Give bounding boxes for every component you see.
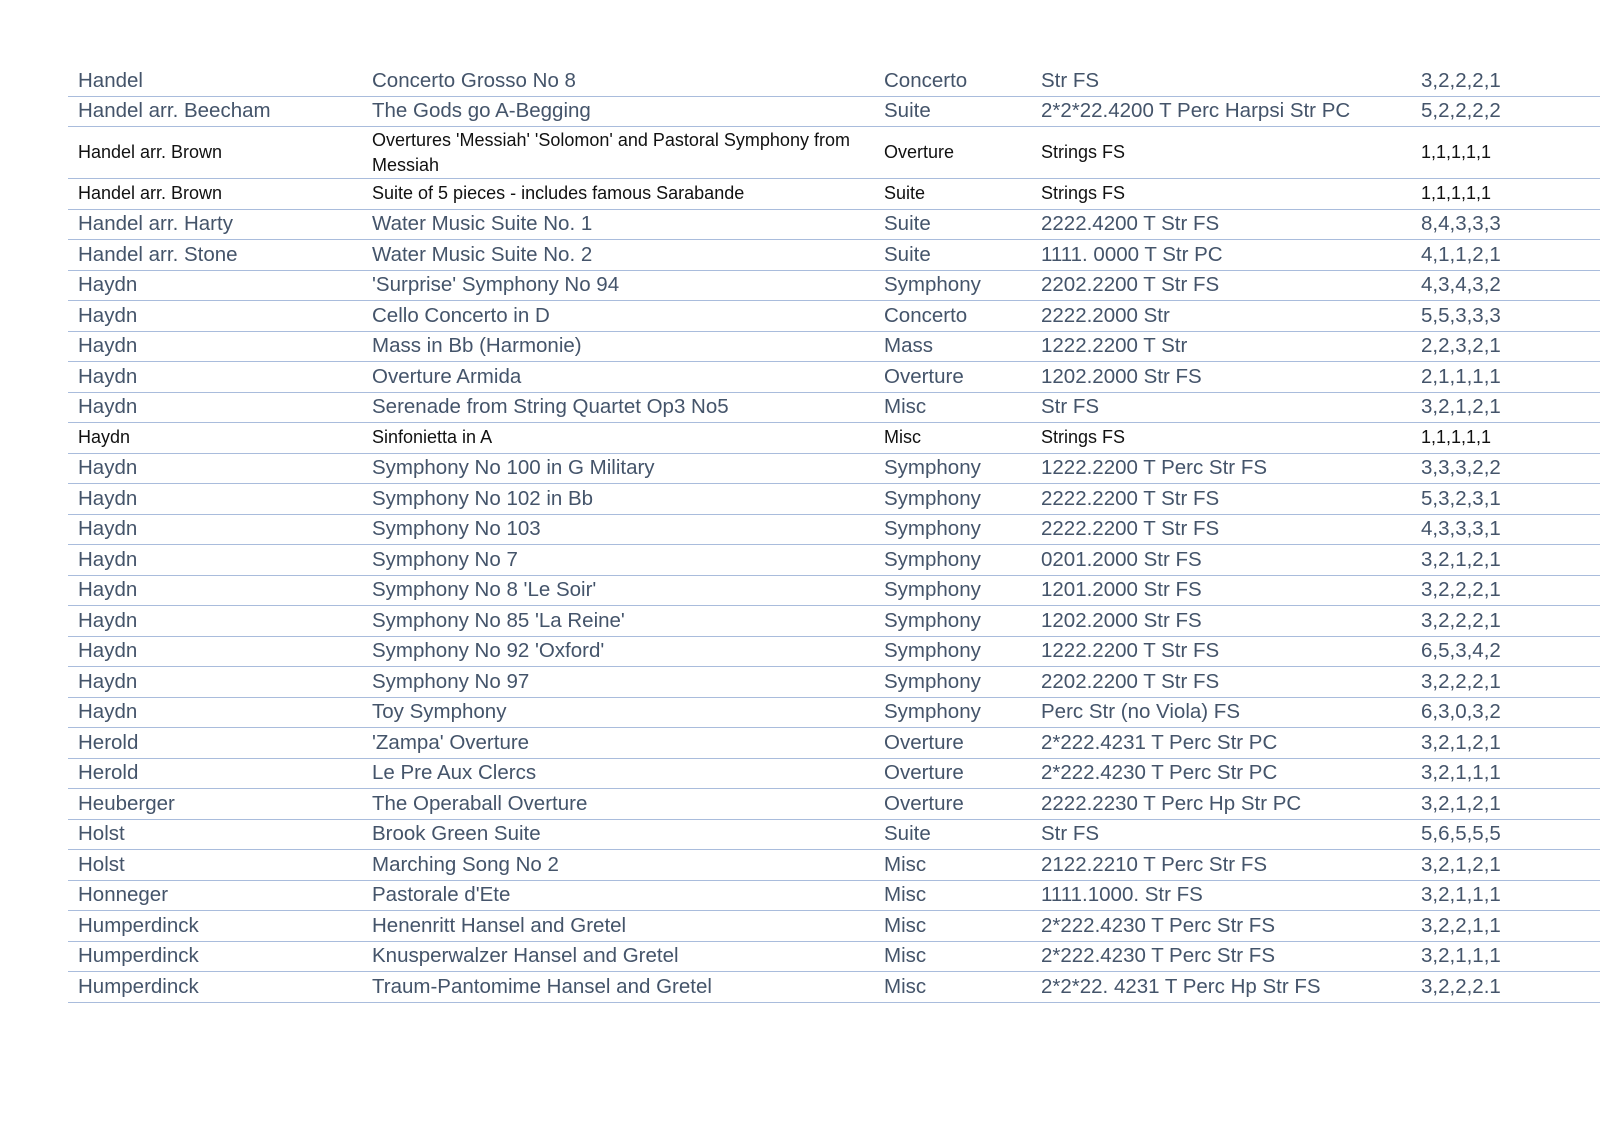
title-cell: Pastorale d'Ete: [372, 883, 511, 907]
genre-cell: Concerto: [884, 68, 968, 92]
strings-count-cell: 4,3,4,3,2: [1421, 273, 1501, 297]
composer-cell: Humperdinck: [78, 944, 199, 968]
table-row: [68, 301, 1600, 332]
strings-count-cell: 3,2,2,1,1: [1421, 913, 1501, 937]
strings-count-cell: 3,2,1,2,1: [1421, 791, 1501, 815]
genre-cell: Overture: [884, 142, 955, 162]
title-cell: Mass in Bb (Harmonie): [372, 334, 582, 358]
title-cell: Symphony No 7: [372, 547, 518, 571]
table-row: [68, 210, 1600, 241]
instrumentation-cell: 1111.1000. Str FS: [1041, 883, 1203, 907]
composer-cell: Haydn: [78, 669, 138, 693]
composer-cell: Haydn: [78, 427, 131, 448]
genre-cell: Symphony: [884, 517, 981, 541]
genre-cell: Misc: [884, 883, 927, 907]
composer-cell: Handel arr. Beecham: [78, 99, 271, 123]
genre-cell: Overture: [884, 761, 964, 785]
composer-cell: Holst: [78, 822, 125, 846]
composer-cell: Haydn: [78, 547, 138, 571]
composer-cell: Humperdinck: [78, 974, 199, 998]
strings-count-cell: 3,2,1,2,1: [1421, 395, 1501, 419]
strings-count-cell: 3,2,2,2,1: [1421, 68, 1501, 92]
instrumentation-cell: 1202.2000 Str FS: [1041, 364, 1202, 388]
composer-cell: Haydn: [78, 364, 138, 388]
composer-cell: Haydn: [78, 639, 138, 663]
title-cell: Sinfonietta in A: [372, 427, 493, 448]
composer-cell: Haydn: [78, 608, 138, 632]
instrumentation-cell: 2*2*22.4200 T Perc Harpsi Str PC: [1041, 99, 1351, 123]
title-cell: Serenade from String Quartet Op3 No5: [372, 395, 729, 419]
title-cell: 'Surprise' Symphony No 94: [372, 273, 620, 297]
strings-count-cell: 1,1,1,1,1: [1421, 427, 1492, 448]
table-row: [68, 362, 1600, 393]
genre-cell: Symphony: [884, 608, 981, 632]
composer-cell: Honneger: [78, 883, 169, 907]
strings-count-cell: 5,3,2,3,1: [1421, 486, 1501, 510]
genre-cell: Suite: [884, 242, 931, 266]
instrumentation-cell: 2*222.4230 T Perc Str PC: [1041, 761, 1278, 785]
instrumentation-cell: Str FS: [1041, 395, 1100, 419]
strings-count-cell: 3,2,1,1,1: [1421, 944, 1501, 968]
strings-count-cell: 6,5,3,4,2: [1421, 639, 1501, 663]
strings-count-cell: 3,2,1,1,1: [1421, 761, 1501, 785]
table-row: [68, 911, 1600, 942]
genre-cell: Suite: [884, 822, 931, 846]
title-cell: Suite of 5 pieces - includes famous Sarabande: [372, 183, 745, 204]
instrumentation-cell: 1202.2000 Str FS: [1041, 608, 1202, 632]
composer-cell: Haydn: [78, 700, 138, 724]
strings-count-cell: 4,3,3,3,1: [1421, 517, 1501, 541]
instrumentation-cell: 2202.2200 T Str FS: [1041, 273, 1220, 297]
table-row: [68, 942, 1600, 973]
title-cell: Cello Concerto in D: [372, 303, 550, 327]
composer-cell: Haydn: [78, 395, 138, 419]
title-cell: Symphony No 100 in G Military: [372, 456, 655, 480]
title-cell: Overture Armida: [372, 364, 522, 388]
table-row: [68, 972, 1600, 1003]
strings-count-cell: 8,4,3,3,3: [1421, 212, 1501, 236]
table-row: [68, 179, 1600, 210]
genre-cell: Overture: [884, 730, 964, 754]
strings-count-cell: 3,2,2,2,1: [1421, 669, 1501, 693]
genre-cell: Symphony: [884, 456, 981, 480]
instrumentation-cell: Perc Str (no Viola) FS: [1041, 700, 1240, 724]
genre-cell: Symphony: [884, 578, 981, 602]
instrumentation-cell: 2222.4200 T Str FS: [1041, 212, 1220, 236]
genre-cell: Misc: [884, 913, 927, 937]
instrumentation-cell: 2222.2200 T Str FS: [1041, 517, 1220, 541]
composer-cell: Herold: [78, 761, 139, 785]
table-row: [68, 698, 1600, 729]
genre-cell: Overture: [884, 364, 964, 388]
instrumentation-cell: 2202.2200 T Str FS: [1041, 669, 1220, 693]
table-row: [68, 545, 1600, 576]
instrumentation-cell: 2222.2000 Str: [1041, 303, 1170, 327]
composer-cell: Handel arr. Brown: [78, 183, 223, 204]
title-cell: Symphony No 97: [372, 669, 530, 693]
table-row: [68, 271, 1600, 302]
genre-cell: Misc: [884, 944, 927, 968]
table-row: [68, 515, 1600, 546]
genre-cell: Misc: [884, 852, 927, 876]
instrumentation-cell: 1201.2000 Str FS: [1041, 578, 1202, 602]
composer-cell: Haydn: [78, 303, 138, 327]
title-cell: Traum-Pantomime Hansel and Gretel: [372, 974, 712, 998]
genre-cell: Symphony: [884, 639, 981, 663]
table-row: [68, 667, 1600, 698]
instrumentation-cell: 2222.2230 T Perc Hp Str PC: [1041, 791, 1302, 815]
table-row: [68, 484, 1600, 515]
table-row: [68, 820, 1600, 851]
genre-cell: Misc: [884, 974, 927, 998]
composer-cell: Haydn: [78, 578, 138, 602]
table-row: [68, 240, 1600, 271]
title-cell: The Gods go A-Begging: [372, 99, 591, 123]
strings-count-cell: 3,2,1,1,1: [1421, 883, 1501, 907]
genre-cell: Suite: [884, 99, 931, 123]
instrumentation-cell: Strings FS: [1041, 142, 1126, 162]
title-cell: Symphony No 85 'La Reine': [372, 608, 625, 632]
strings-count-cell: 3,2,1,2,1: [1421, 852, 1501, 876]
instrumentation-cell: 2*222.4230 T Perc Str FS: [1041, 944, 1275, 968]
strings-count-cell: 5,5,3,3,3: [1421, 303, 1501, 327]
strings-count-cell: 3,3,3,2,2: [1421, 456, 1501, 480]
instrumentation-cell: 1222.2200 T Perc Str FS: [1041, 456, 1268, 480]
catalogue-table: [68, 66, 1600, 1003]
strings-count-cell: 4,1,1,2,1: [1421, 242, 1501, 266]
composer-cell: Handel arr. Stone: [78, 242, 238, 266]
instrumentation-cell: 2*222.4231 T Perc Str PC: [1041, 730, 1278, 754]
instrumentation-cell: 0201.2000 Str FS: [1041, 547, 1202, 571]
composer-cell: Haydn: [78, 273, 138, 297]
genre-cell: Mass: [884, 334, 933, 358]
genre-cell: Suite: [884, 183, 926, 204]
genre-cell: Misc: [884, 427, 921, 448]
title-cell: Toy Symphony: [372, 700, 507, 724]
strings-count-cell: 6,3,0,3,2: [1421, 700, 1501, 724]
instrumentation-cell: 2*2*22. 4231 T Perc Hp Str FS: [1041, 974, 1321, 998]
genre-cell: Symphony: [884, 547, 981, 571]
title-cell: Symphony No 8 'Le Soir': [372, 578, 597, 602]
strings-count-cell: 3,2,1,2,1: [1421, 730, 1501, 754]
strings-count-cell: 2,2,3,2,1: [1421, 334, 1501, 358]
composer-cell: Handel arr. Brown: [78, 142, 223, 162]
genre-cell: Symphony: [884, 273, 981, 297]
table-row: [68, 332, 1600, 363]
genre-cell: Symphony: [884, 486, 981, 510]
strings-count-cell: 3,2,2,2,1: [1421, 608, 1501, 632]
table-row: [68, 759, 1600, 790]
table-row: [68, 66, 1600, 97]
instrumentation-cell: 2222.2200 T Str FS: [1041, 486, 1220, 510]
table-row: [68, 127, 1600, 179]
title-cell: Symphony No 92 'Oxford': [372, 639, 605, 663]
strings-count-cell: 3,2,1,2,1: [1421, 547, 1501, 571]
genre-cell: Misc: [884, 395, 927, 419]
title-cell: Marching Song No 2: [372, 852, 559, 876]
instrumentation-cell: 2*222.4230 T Perc Str FS: [1041, 913, 1275, 937]
composer-cell: Herold: [78, 730, 139, 754]
genre-cell: Concerto: [884, 303, 968, 327]
table-row: [68, 393, 1600, 424]
table-row: [68, 576, 1600, 607]
composer-cell: Handel arr. Harty: [78, 212, 233, 236]
composer-cell: Handel: [78, 68, 143, 92]
strings-count-cell: 1,1,1,1,1: [1421, 142, 1492, 162]
composer-cell: Haydn: [78, 334, 138, 358]
table-row: [68, 606, 1600, 637]
instrumentation-cell: 1111. 0000 T Str PC: [1041, 242, 1223, 266]
title-cell: Le Pre Aux Clercs: [372, 761, 537, 785]
table-row: [68, 423, 1600, 454]
title-cell: 'Zampa' Overture: [372, 730, 530, 754]
table-row: [68, 454, 1600, 485]
composer-cell: Heuberger: [78, 791, 175, 815]
title-cell: Brook Green Suite: [372, 822, 541, 846]
composer-cell: Haydn: [78, 456, 138, 480]
table-row: [68, 789, 1600, 820]
composer-cell: Holst: [78, 852, 125, 876]
strings-count-cell: 5,6,5,5,5: [1421, 822, 1501, 846]
title-cell: Water Music Suite No. 1: [372, 212, 593, 236]
instrumentation-cell: 2122.2210 T Perc Str FS: [1041, 852, 1268, 876]
composer-cell: Humperdinck: [78, 913, 199, 937]
instrumentation-cell: 1222.2200 T Str: [1041, 334, 1188, 358]
genre-cell: Suite: [884, 212, 931, 236]
title-cell: The Operaball Overture: [372, 791, 588, 815]
composer-cell: Haydn: [78, 517, 138, 541]
strings-count-cell: 1,1,1,1,1: [1421, 183, 1492, 204]
instrumentation-cell: Str FS: [1041, 68, 1100, 92]
instrumentation-cell: 1222.2200 T Str FS: [1041, 639, 1220, 663]
table-row: [68, 881, 1600, 912]
title-cell: Overtures 'Messiah' 'Solomon' and Pastoral Symphony from Messiah: [372, 129, 850, 175]
instrumentation-cell: Strings FS: [1041, 183, 1126, 204]
genre-cell: Overture: [884, 791, 964, 815]
instrumentation-cell: Str FS: [1041, 822, 1100, 846]
genre-cell: Symphony: [884, 700, 981, 724]
strings-count-cell: 5,2,2,2,2: [1421, 99, 1501, 123]
strings-count-cell: 3,2,2,2.1: [1421, 974, 1501, 998]
title-cell: Knusperwalzer Hansel and Gretel: [372, 944, 679, 968]
strings-count-cell: 3,2,2,2,1: [1421, 578, 1501, 602]
title-cell: Water Music Suite No. 2: [372, 242, 593, 266]
title-cell: Symphony No 102 in Bb: [372, 486, 594, 510]
title-cell: Symphony No 103: [372, 517, 541, 541]
strings-count-cell: 2,1,1,1,1: [1421, 364, 1501, 388]
table-row: [68, 728, 1600, 759]
title-cell: Concerto Grosso No 8: [372, 68, 576, 92]
table-row: [68, 850, 1600, 881]
table-row: [68, 637, 1600, 668]
genre-cell: Symphony: [884, 669, 981, 693]
instrumentation-cell: Strings FS: [1041, 427, 1126, 448]
table-row: [68, 97, 1600, 128]
composer-cell: Haydn: [78, 486, 138, 510]
title-cell: Henenritt Hansel and Gretel: [372, 913, 627, 937]
